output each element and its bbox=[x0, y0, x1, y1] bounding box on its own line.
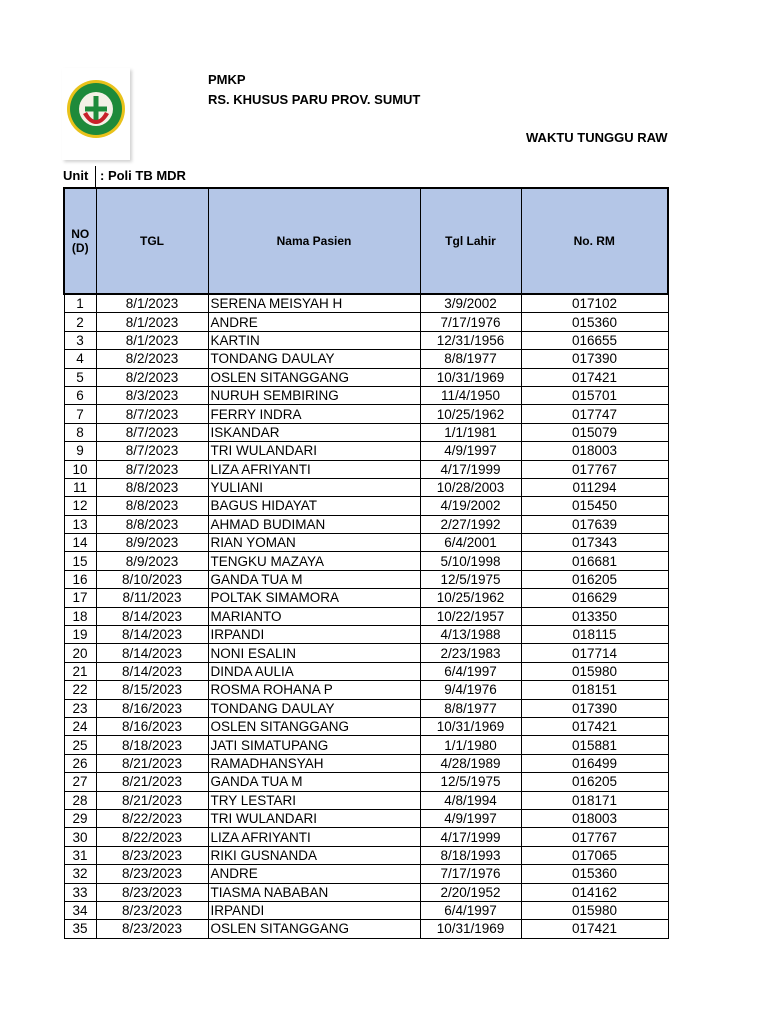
visit-date: 8/7/2023 bbox=[96, 423, 208, 441]
table-row bbox=[64, 313, 668, 331]
visit-date: 8/23/2023 bbox=[96, 901, 208, 919]
birth-date: 1/1/1980 bbox=[420, 736, 521, 754]
table-row bbox=[64, 423, 668, 441]
birth-date: 7/17/1976 bbox=[420, 865, 521, 883]
row-number: 18 bbox=[64, 607, 96, 625]
birth-date: 6/4/2001 bbox=[420, 534, 521, 552]
table-header-row bbox=[64, 188, 668, 294]
visit-date: 8/7/2023 bbox=[96, 460, 208, 478]
medical-record-number: 016499 bbox=[521, 754, 668, 772]
medical-record-number: 017390 bbox=[521, 699, 668, 717]
visit-date: 8/18/2023 bbox=[96, 736, 208, 754]
row-number: 16 bbox=[64, 570, 96, 588]
visit-date: 8/16/2023 bbox=[96, 717, 208, 735]
medical-record-number: 018151 bbox=[521, 681, 668, 699]
medical-record-number: 018003 bbox=[521, 809, 668, 827]
birth-date: 4/17/1999 bbox=[420, 828, 521, 846]
birth-date: 11/4/1950 bbox=[420, 386, 521, 404]
visit-date: 8/21/2023 bbox=[96, 791, 208, 809]
medical-record-number: 018171 bbox=[521, 791, 668, 809]
row-number: 32 bbox=[64, 865, 96, 883]
unit-label: Unit bbox=[63, 168, 89, 183]
patient-name: FERRY INDRA bbox=[208, 405, 420, 423]
patient-name: NURUH SEMBIRING bbox=[208, 386, 420, 404]
row-number: 27 bbox=[64, 773, 96, 791]
medical-record-number: 016681 bbox=[521, 552, 668, 570]
patient-name: GANDA TUA M bbox=[208, 773, 420, 791]
col-header-tgl: TGL bbox=[96, 188, 208, 294]
patient-name: MARIANTO bbox=[208, 607, 420, 625]
medical-record-number: 015980 bbox=[521, 662, 668, 680]
table-body bbox=[64, 294, 668, 938]
unit-value: : Poli TB MDR bbox=[100, 168, 186, 183]
medical-record-number: 017767 bbox=[521, 828, 668, 846]
table-row bbox=[64, 809, 668, 827]
patient-name: ANDRE bbox=[208, 865, 420, 883]
patient-name: ISKANDAR bbox=[208, 423, 420, 441]
table-row bbox=[64, 883, 668, 901]
row-number: 11 bbox=[64, 478, 96, 496]
patient-name: OSLEN SITANGGANG bbox=[208, 920, 420, 938]
table-row bbox=[64, 681, 668, 699]
patient-name: NONI ESALIN bbox=[208, 644, 420, 662]
patient-name: TIASMA NABABAN bbox=[208, 883, 420, 901]
patient-name: JATI SIMATUPANG bbox=[208, 736, 420, 754]
medical-record-number: 017421 bbox=[521, 717, 668, 735]
row-number: 14 bbox=[64, 534, 96, 552]
unit-row bbox=[62, 166, 668, 187]
patient-name: AHMAD BUDIMAN bbox=[208, 515, 420, 533]
patient-name: TONDANG DAULAY bbox=[208, 350, 420, 368]
table-row bbox=[64, 699, 668, 717]
medical-record-number: 017767 bbox=[521, 460, 668, 478]
row-number: 12 bbox=[64, 497, 96, 515]
patient-name: YULIANI bbox=[208, 478, 420, 496]
row-number: 9 bbox=[64, 442, 96, 460]
medical-record-number: 015450 bbox=[521, 497, 668, 515]
patient-name: OSLEN SITANGGANG bbox=[208, 717, 420, 735]
table-row bbox=[64, 865, 668, 883]
hospital-emblem-icon bbox=[65, 78, 127, 140]
visit-date: 8/22/2023 bbox=[96, 809, 208, 827]
visit-date: 8/16/2023 bbox=[96, 699, 208, 717]
table-row bbox=[64, 368, 668, 386]
table-row bbox=[64, 846, 668, 864]
visit-date: 8/10/2023 bbox=[96, 570, 208, 588]
visit-date: 8/21/2023 bbox=[96, 773, 208, 791]
row-number: 17 bbox=[64, 589, 96, 607]
visit-date: 8/23/2023 bbox=[96, 865, 208, 883]
visit-date: 8/9/2023 bbox=[96, 534, 208, 552]
birth-date: 4/17/1999 bbox=[420, 460, 521, 478]
row-number: 30 bbox=[64, 828, 96, 846]
visit-date: 8/22/2023 bbox=[96, 828, 208, 846]
row-number: 20 bbox=[64, 644, 96, 662]
row-number: 21 bbox=[64, 662, 96, 680]
row-number: 1 bbox=[64, 294, 96, 313]
visit-date: 8/9/2023 bbox=[96, 552, 208, 570]
visit-date: 8/23/2023 bbox=[96, 846, 208, 864]
table-row bbox=[64, 754, 668, 772]
birth-date: 4/9/1997 bbox=[420, 442, 521, 460]
birth-date: 6/4/1997 bbox=[420, 901, 521, 919]
birth-date: 12/5/1975 bbox=[420, 773, 521, 791]
medical-record-number: 017747 bbox=[521, 405, 668, 423]
patient-name: OSLEN SITANGGANG bbox=[208, 368, 420, 386]
medical-record-number: 015360 bbox=[521, 865, 668, 883]
table-row bbox=[64, 386, 668, 404]
birth-date: 12/5/1975 bbox=[420, 570, 521, 588]
birth-date: 8/8/1977 bbox=[420, 350, 521, 368]
table-row bbox=[64, 552, 668, 570]
table-row bbox=[64, 515, 668, 533]
medical-record-number: 016655 bbox=[521, 331, 668, 349]
birth-date: 7/17/1976 bbox=[420, 313, 521, 331]
visit-date: 8/7/2023 bbox=[96, 405, 208, 423]
patient-name: LIZA AFRIYANTI bbox=[208, 460, 420, 478]
hospital-name: RS. KHUSUS PARU PROV. SUMUT bbox=[208, 92, 421, 107]
birth-date: 10/25/1962 bbox=[420, 589, 521, 607]
table-row bbox=[64, 920, 668, 938]
medical-record-number: 015881 bbox=[521, 736, 668, 754]
birth-date: 4/13/1988 bbox=[420, 626, 521, 644]
col-header-nama-pasien: Nama Pasien bbox=[208, 188, 420, 294]
table-row bbox=[64, 534, 668, 552]
medical-record-number: 016205 bbox=[521, 773, 668, 791]
birth-date: 1/1/1981 bbox=[420, 423, 521, 441]
visit-date: 8/3/2023 bbox=[96, 386, 208, 404]
visit-date: 8/14/2023 bbox=[96, 662, 208, 680]
birth-date: 2/20/1952 bbox=[420, 883, 521, 901]
birth-date: 4/9/1997 bbox=[420, 809, 521, 827]
medical-record-number: 017421 bbox=[521, 368, 668, 386]
visit-date: 8/2/2023 bbox=[96, 368, 208, 386]
medical-record-number: 016205 bbox=[521, 570, 668, 588]
table-row bbox=[64, 901, 668, 919]
table-row bbox=[64, 717, 668, 735]
row-number: 31 bbox=[64, 846, 96, 864]
table-row bbox=[64, 294, 668, 313]
medical-record-number: 018115 bbox=[521, 626, 668, 644]
visit-date: 8/8/2023 bbox=[96, 478, 208, 496]
patient-name: SERENA MEISYAH H bbox=[208, 294, 420, 313]
visit-date: 8/23/2023 bbox=[96, 920, 208, 938]
org-code: PMKP bbox=[208, 72, 246, 87]
table-row bbox=[64, 607, 668, 625]
row-number: 15 bbox=[64, 552, 96, 570]
row-number: 25 bbox=[64, 736, 96, 754]
patient-name: TONDANG DAULAY bbox=[208, 699, 420, 717]
visit-date: 8/8/2023 bbox=[96, 515, 208, 533]
table-row bbox=[64, 442, 668, 460]
table-row bbox=[64, 497, 668, 515]
visit-date: 8/1/2023 bbox=[96, 313, 208, 331]
patient-name: RAMADHANSYAH bbox=[208, 754, 420, 772]
patient-name: BAGUS HIDAYAT bbox=[208, 497, 420, 515]
patient-name: ROSMA ROHANA P bbox=[208, 681, 420, 699]
medical-record-number: 015701 bbox=[521, 386, 668, 404]
row-number: 19 bbox=[64, 626, 96, 644]
report-title: WAKTU TUNGGU RAW bbox=[526, 130, 668, 145]
table-row bbox=[64, 736, 668, 754]
birth-date: 8/8/1977 bbox=[420, 699, 521, 717]
birth-date: 5/10/1998 bbox=[420, 552, 521, 570]
patient-name: ANDRE bbox=[208, 313, 420, 331]
row-number: 26 bbox=[64, 754, 96, 772]
medical-record-number: 017639 bbox=[521, 515, 668, 533]
row-number: 23 bbox=[64, 699, 96, 717]
patient-name: GANDA TUA M bbox=[208, 570, 420, 588]
birth-date: 10/25/1962 bbox=[420, 405, 521, 423]
medical-record-number: 014162 bbox=[521, 883, 668, 901]
medical-record-number: 015360 bbox=[521, 313, 668, 331]
medical-record-number: 013350 bbox=[521, 607, 668, 625]
medical-record-number: 018003 bbox=[521, 442, 668, 460]
table-row bbox=[64, 626, 668, 644]
birth-date: 2/27/1992 bbox=[420, 515, 521, 533]
row-number: 2 bbox=[64, 313, 96, 331]
table-row bbox=[64, 644, 668, 662]
visit-date: 8/14/2023 bbox=[96, 644, 208, 662]
table-row bbox=[64, 773, 668, 791]
patient-name: TRY LESTARI bbox=[208, 791, 420, 809]
birth-date: 10/31/1969 bbox=[420, 920, 521, 938]
row-number: 10 bbox=[64, 460, 96, 478]
birth-date: 10/31/1969 bbox=[420, 717, 521, 735]
visit-date: 8/1/2023 bbox=[96, 294, 208, 313]
birth-date: 4/8/1994 bbox=[420, 791, 521, 809]
patient-name: TRI WULANDARI bbox=[208, 809, 420, 827]
patient-name: LIZA AFRIYANTI bbox=[208, 828, 420, 846]
table-row bbox=[64, 662, 668, 680]
visit-date: 8/11/2023 bbox=[96, 589, 208, 607]
birth-date: 6/4/1997 bbox=[420, 662, 521, 680]
visit-date: 8/21/2023 bbox=[96, 754, 208, 772]
medical-record-number: 015980 bbox=[521, 901, 668, 919]
row-number: 33 bbox=[64, 883, 96, 901]
medical-record-number: 016629 bbox=[521, 589, 668, 607]
col-header-tgl-lahir: Tgl Lahir bbox=[420, 188, 521, 294]
birth-date: 4/28/1989 bbox=[420, 754, 521, 772]
medical-record-number: 017343 bbox=[521, 534, 668, 552]
visit-date: 8/2/2023 bbox=[96, 350, 208, 368]
row-number: 3 bbox=[64, 331, 96, 349]
table-row bbox=[64, 478, 668, 496]
patient-name: RIAN YOMAN bbox=[208, 534, 420, 552]
row-number: 4 bbox=[64, 350, 96, 368]
hospital-logo bbox=[62, 68, 130, 160]
unit-separator bbox=[95, 166, 96, 187]
row-number: 13 bbox=[64, 515, 96, 533]
medical-record-number: 017065 bbox=[521, 846, 668, 864]
medical-record-number: 017390 bbox=[521, 350, 668, 368]
table-row bbox=[64, 570, 668, 588]
patient-name: KARTIN bbox=[208, 331, 420, 349]
medical-record-number: 017421 bbox=[521, 920, 668, 938]
birth-date: 9/4/1976 bbox=[420, 681, 521, 699]
medical-record-number: 017714 bbox=[521, 644, 668, 662]
visit-date: 8/14/2023 bbox=[96, 626, 208, 644]
table-row bbox=[64, 828, 668, 846]
birth-date: 8/18/1993 bbox=[420, 846, 521, 864]
birth-date: 3/9/2002 bbox=[420, 294, 521, 313]
row-number: 8 bbox=[64, 423, 96, 441]
birth-date: 12/31/1956 bbox=[420, 331, 521, 349]
row-number: 34 bbox=[64, 901, 96, 919]
visit-date: 8/8/2023 bbox=[96, 497, 208, 515]
table-row bbox=[64, 350, 668, 368]
row-number: 35 bbox=[64, 920, 96, 938]
medical-record-number: 015079 bbox=[521, 423, 668, 441]
table-row bbox=[64, 589, 668, 607]
table-row bbox=[64, 331, 668, 349]
row-number: 6 bbox=[64, 386, 96, 404]
patient-name: TRI WULANDARI bbox=[208, 442, 420, 460]
medical-record-number: 011294 bbox=[521, 478, 668, 496]
visit-date: 8/15/2023 bbox=[96, 681, 208, 699]
birth-date: 2/23/1983 bbox=[420, 644, 521, 662]
row-number: 22 bbox=[64, 681, 96, 699]
row-number: 24 bbox=[64, 717, 96, 735]
birth-date: 10/22/1957 bbox=[420, 607, 521, 625]
patient-name: POLTAK SIMAMORA bbox=[208, 589, 420, 607]
row-number: 5 bbox=[64, 368, 96, 386]
col-header-no-rm: No. RM bbox=[521, 188, 668, 294]
medical-record-number: 017102 bbox=[521, 294, 668, 313]
patient-name: TENGKU MAZAYA bbox=[208, 552, 420, 570]
row-number: 7 bbox=[64, 405, 96, 423]
birth-date: 10/31/1969 bbox=[420, 368, 521, 386]
table-row bbox=[64, 791, 668, 809]
patient-name: RIKI GUSNANDA bbox=[208, 846, 420, 864]
visit-date: 8/23/2023 bbox=[96, 883, 208, 901]
col-header-no: NO (D) bbox=[64, 188, 96, 294]
patient-name: IRPANDI bbox=[208, 901, 420, 919]
patient-name: IRPANDI bbox=[208, 626, 420, 644]
visit-date: 8/14/2023 bbox=[96, 607, 208, 625]
table-row bbox=[64, 405, 668, 423]
birth-date: 10/28/2003 bbox=[420, 478, 521, 496]
table-row bbox=[64, 460, 668, 478]
visit-date: 8/7/2023 bbox=[96, 442, 208, 460]
birth-date: 4/19/2002 bbox=[420, 497, 521, 515]
row-number: 28 bbox=[64, 791, 96, 809]
patient-table bbox=[63, 187, 669, 939]
row-number: 29 bbox=[64, 809, 96, 827]
patient-name: DINDA AULIA bbox=[208, 662, 420, 680]
visit-date: 8/1/2023 bbox=[96, 331, 208, 349]
